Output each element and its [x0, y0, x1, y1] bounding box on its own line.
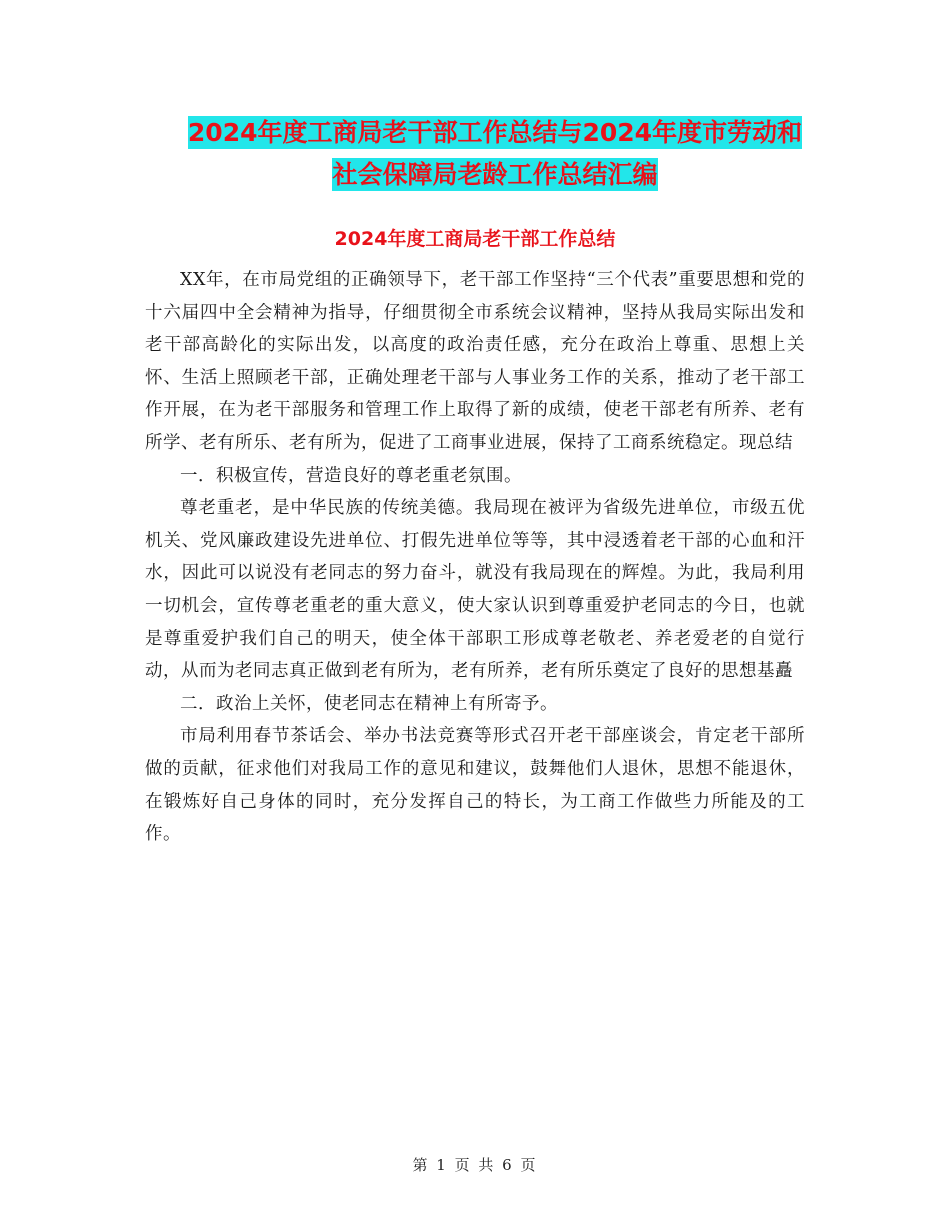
main-title-highlight-2: 社会保障局老龄工作总结汇编 — [332, 160, 658, 189]
paragraph-intro: XX年，在市局党组的正确领导下，老干部工作坚持“三个代表”重要思想和党的十六届四中全会精神为指导，仔细贯彻全市系统会议精神，坚持从我局实际出发和老干部高龄化的实际出发，以高度的政治责任感，充分在政治上尊重、思想上关怀、生活上照顾老干部，正确处理老干部与人事业务工作的关系，推动了老干部工作开展，在为老干部服务和管理工作上取得了新的成绩，使老干部老有所养、老有所学、老有所乐、老有所为，促进了工商事业进展，保持了工商系统稳定。现总结 — [145, 270, 805, 453]
main-title-line-1 — [150, 110, 840, 156]
section-title: 2024年度工商局老干部工作总结 — [334, 228, 616, 250]
paragraph-respect-elders: 尊老重老，是中华民族的传统美德。我局现在被评为省级先进单位，市级五优机关、党风廉政建设先进单位、打假先进单位等等，其中浸透着老干部的心血和汗水，因此可以说没有老同志的努力奋斗，就没有我局现在的辉煌。为此，我局利用一切机会，宣传尊老重老的重大意义，使大家认识到尊重爱护老同志的今日，也就是尊重爱护我们自己的明天，使全体干部职工形成尊老敬老、养老爱老的自觉行动，从而为老同志真正做到老有所为，老有所养，老有所乐奠定了良好的思想基矗 — [145, 498, 805, 682]
page-footer: 第 1 页 共 6 页 — [412, 1156, 538, 1174]
paragraph-political-care: 市局利用春节茶话会、举办书法竞赛等形式召开老干部座谈会，肯定老干部所做的贡献，征求他们对我局工作的意见和建议，鼓舞他们人退休，思想不能退休，在锻炼好自己身体的同时，充分发挥自己的特长，为工商工作做些力所能及的工作。 — [145, 726, 805, 845]
main-title-highlight-1: 2024年度工商局老干部工作总结与2024年度市劳动和 — [187, 118, 803, 147]
main-title-line-2 — [150, 152, 840, 198]
heading-1: 一．积极宣传，营造良好的尊老重老氛围。 — [180, 465, 522, 486]
body-text — [145, 264, 805, 851]
heading-2: 二．政治上关怀，使老同志在精神上有所寄予。 — [180, 693, 558, 714]
